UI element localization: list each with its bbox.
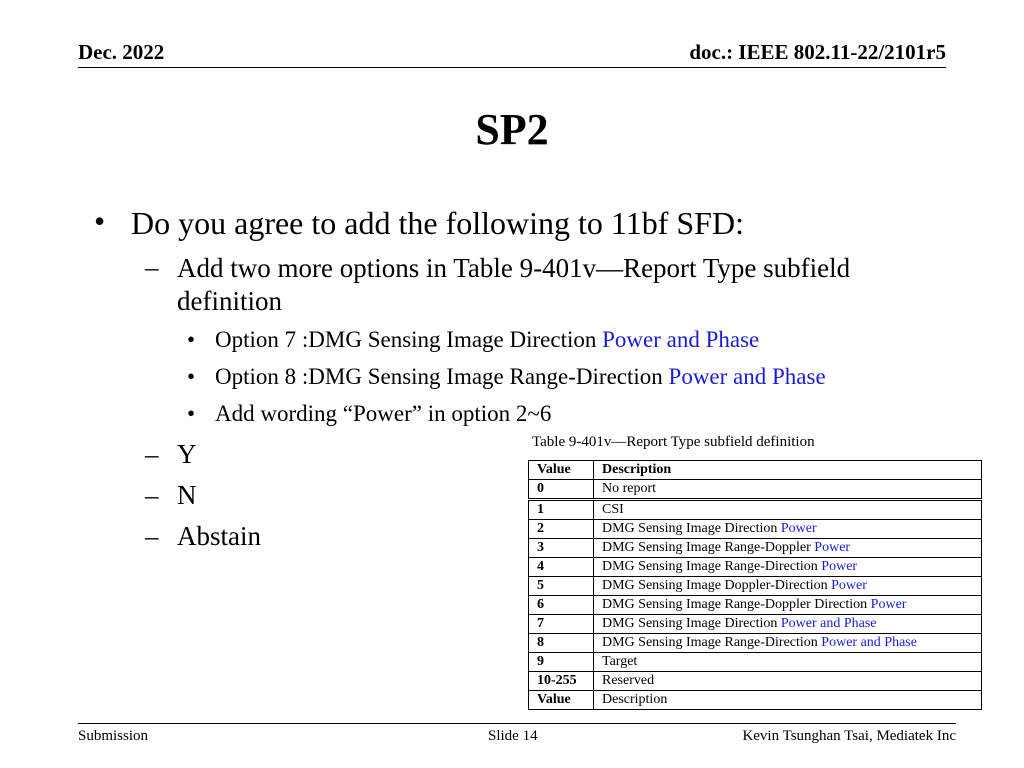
row-description-text: Target (602, 654, 638, 669)
footer-author: Kevin Tsunghan Tsai, Mediatek Inc (742, 728, 956, 744)
table-header-row (529, 461, 982, 480)
table-row (529, 577, 982, 596)
table-row (529, 500, 982, 520)
row-description-text: DMG Sensing Image Range-Direction (602, 559, 822, 574)
row-description (594, 653, 982, 672)
option-7-highlight: Power and Phase (602, 327, 760, 352)
row-value: 3 (529, 539, 594, 558)
option-7-text: Option 7 :DMG Sensing Image Direction (215, 327, 603, 352)
vote-abstain: Abstain (177, 521, 261, 551)
row-value: 7 (529, 615, 594, 634)
footer-submission: Submission (78, 728, 149, 744)
header-doc-id: doc.: IEEE 802.11-22/2101r5 (689, 40, 946, 64)
row-value: 10-255 (529, 672, 594, 691)
row-description-text: DMG Sensing Image Direction (602, 521, 781, 536)
option-dot: • (187, 327, 196, 352)
row-description (594, 480, 982, 500)
sub-bullet-line2: definition (177, 286, 282, 316)
row-description-text: DMG Sensing Image Direction (602, 616, 781, 631)
report-type-table (528, 460, 982, 710)
table-row (529, 558, 982, 577)
row-description-text: DMG Sensing Image Range-Doppler (602, 540, 815, 555)
sub-bullet-line1: Add two more options in Table 9-401v—Report Type subfield (177, 253, 851, 283)
row-description-text: CSI (602, 502, 624, 517)
option-dot: • (187, 401, 196, 426)
row-description-highlight: Power and Phase (821, 635, 917, 650)
row-description-highlight: Power (814, 540, 851, 555)
row-value: 8 (529, 634, 594, 653)
table-row (529, 596, 982, 615)
option-dot: • (187, 364, 196, 389)
table-footer-row (529, 691, 982, 710)
row-value: 2 (529, 520, 594, 539)
row-description (594, 558, 982, 577)
row-description (594, 577, 982, 596)
slide-title: SP2 (475, 105, 549, 154)
option-8 (215, 364, 826, 390)
row-description (594, 520, 982, 539)
row-description-text: DMG Sensing Image Range-Doppler Direction (602, 597, 871, 612)
table-caption: Table 9-401v—Report Type subfield definition (532, 434, 815, 450)
main-bullet: Do you agree to add the following to 11bf SFD: (131, 205, 744, 241)
table-row (529, 615, 982, 634)
sub-bullet-dash: – (145, 252, 159, 282)
footer-description: Description (594, 691, 982, 710)
row-value: 1 (529, 500, 594, 520)
row-value: 5 (529, 577, 594, 596)
table-row (529, 634, 982, 653)
table-row (529, 672, 982, 691)
row-value: 6 (529, 596, 594, 615)
row-value: 0 (529, 480, 594, 500)
footer-slide-number: Slide 14 (488, 728, 538, 744)
footer-rule (78, 723, 956, 724)
table-row (529, 539, 982, 558)
row-description-text: DMG Sensing Image Range-Direction (602, 635, 822, 650)
header-value: Value (529, 461, 594, 480)
option-wording: Add wording “Power” in option 2~6 (215, 401, 552, 426)
row-description-highlight: Power and Phase (780, 616, 877, 631)
table-row (529, 480, 982, 500)
row-value: 4 (529, 558, 594, 577)
row-description-highlight: Power (831, 578, 867, 593)
table-row (529, 520, 982, 539)
bullet-dot: • (94, 203, 106, 239)
header-description: Description (594, 461, 982, 480)
option-8-text: Option 8 :DMG Sensing Image Range-Direction (215, 364, 669, 389)
footer-value: Value (529, 691, 594, 710)
row-description (594, 615, 982, 634)
row-value: 9 (529, 653, 594, 672)
vote-dash: – (145, 480, 159, 510)
option-8-highlight: Power and Phase (668, 364, 826, 389)
header-date: Dec. 2022 (78, 40, 165, 64)
header-rule (78, 67, 946, 68)
vote-dash: – (145, 521, 159, 551)
row-description-text: No report (602, 481, 657, 496)
table-row (529, 653, 982, 672)
row-description-highlight: Power (780, 521, 817, 536)
row-description (594, 596, 982, 615)
vote-dash: – (145, 439, 159, 469)
row-description (594, 634, 982, 653)
row-description-text: DMG Sensing Image Doppler-Direction (602, 578, 832, 593)
vote-yes: Y (177, 439, 197, 469)
row-description (594, 539, 982, 558)
row-description (594, 672, 982, 691)
option-7 (215, 327, 759, 353)
vote-no: N (177, 480, 197, 510)
row-description-highlight: Power (821, 559, 858, 574)
row-description (594, 500, 982, 520)
row-description-highlight: Power (870, 597, 907, 612)
row-description-text: Reserved (602, 673, 655, 688)
